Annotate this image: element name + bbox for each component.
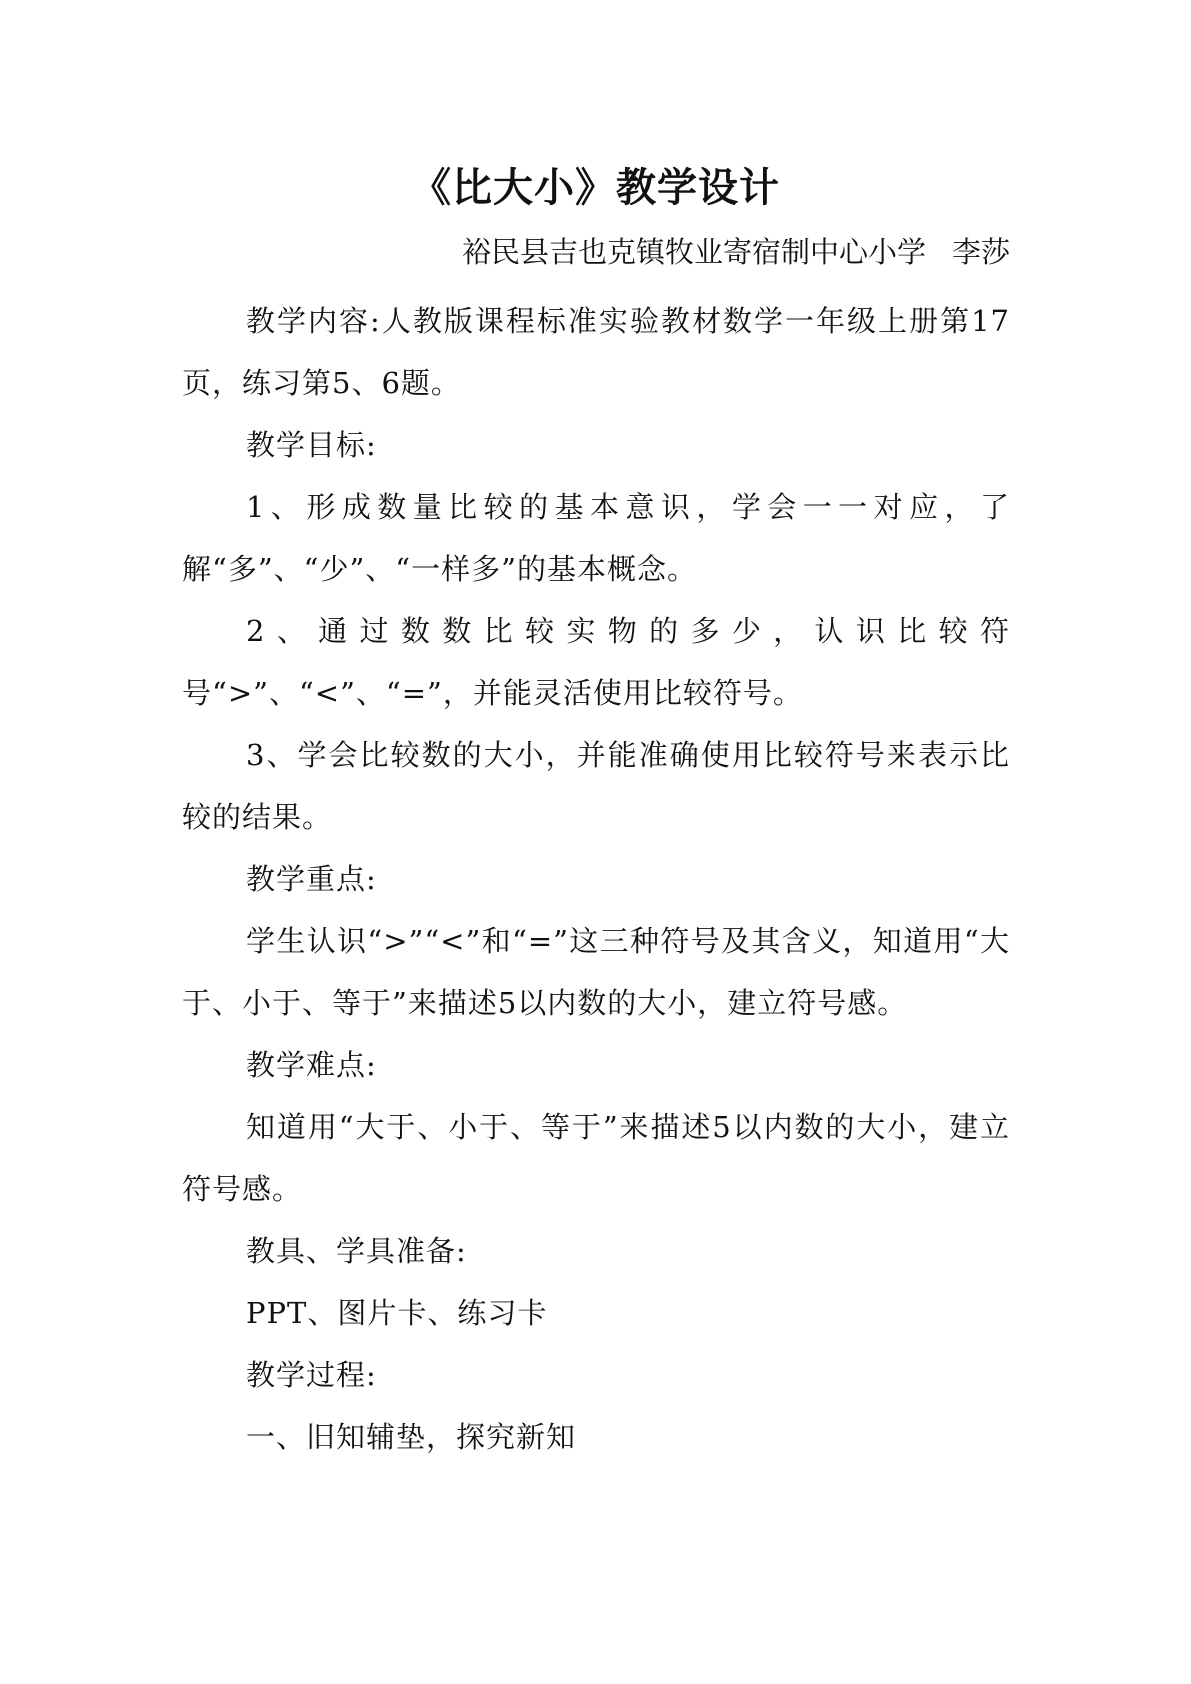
paragraph-goal-2: 2、通过数数比较实物的多少，认识比较符号“>”、“<”、“=”，并能灵活使用比较符号。 xyxy=(182,614,1010,710)
paragraph-goal-3: 3、学会比较数的大小，并能准确使用比较符号来表示比较的结果。 xyxy=(182,738,1010,834)
paragraph-difficult-points: 知道用“大于、小于、等于”来描述5以内数的大小，建立符号感。 xyxy=(182,1110,1010,1206)
document-body xyxy=(182,290,1010,1468)
heading-materials: 教具、学具准备: xyxy=(246,1234,467,1268)
heading-key-points: 教学重点: xyxy=(246,862,377,896)
author-school: 裕民县吉也克镇牧业寄宿制中心小学 xyxy=(461,235,926,269)
paragraph-teaching-content: 教学内容:人教版课程标准实验教材数学一年级上册第17页，练习第5、6题。 xyxy=(182,304,1010,400)
paragraph-process-step-1: 一、旧知辅垫，探究新知 xyxy=(246,1420,577,1454)
author-line xyxy=(0,232,1010,272)
heading-difficult-points: 教学难点: xyxy=(246,1048,377,1082)
heading-teaching-process: 教学过程: xyxy=(246,1358,377,1392)
author-name: 李莎 xyxy=(951,235,1010,269)
paragraph-goal-1: 1、形成数量比较的基本意识，学会一一对应，了解“多”、“少”、“一样多”的基本概念。 xyxy=(182,490,1010,586)
paragraph-materials: PPT、图片卡、练习卡 xyxy=(246,1296,548,1330)
document-title: 《比大小》教学设计 xyxy=(411,164,780,211)
paragraph-key-points: 学生认识“>”“<”和“=”这三种符号及其含义，知道用“大于、小于、等于”来描述5以内数的大小，建立符号感。 xyxy=(182,924,1010,1020)
heading-teaching-goals: 教学目标: xyxy=(246,428,377,462)
